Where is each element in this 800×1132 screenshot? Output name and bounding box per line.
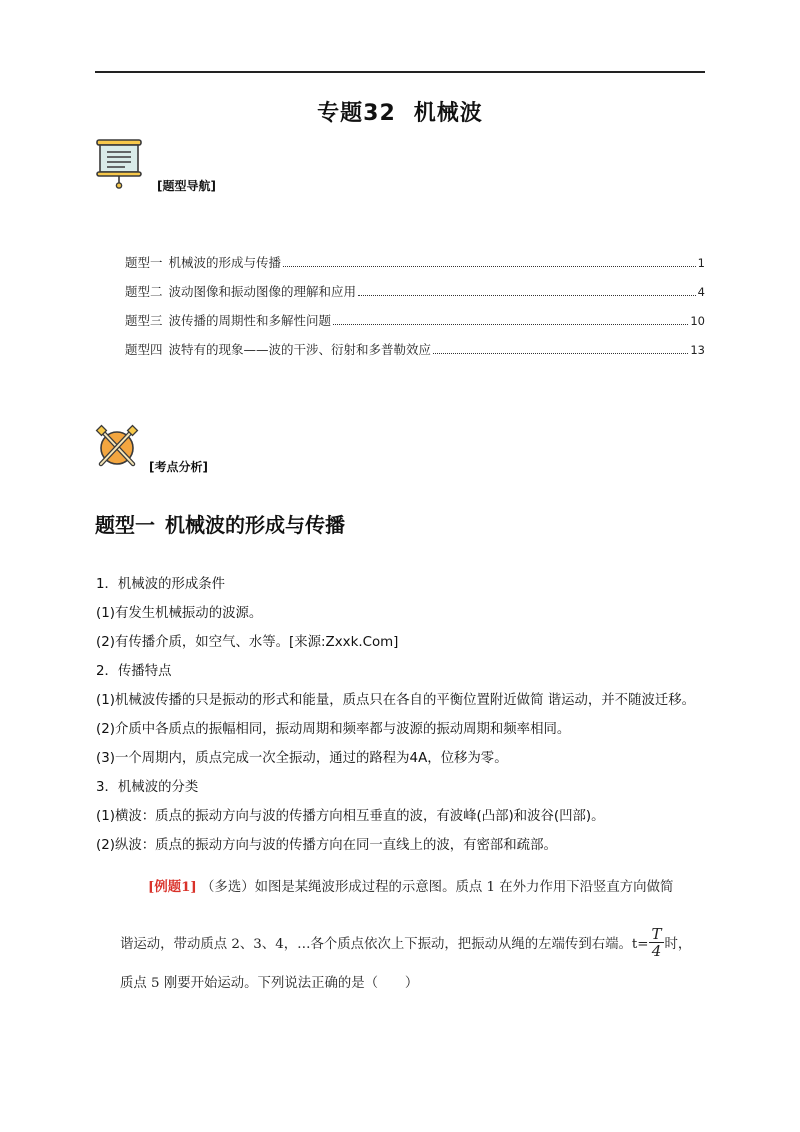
fraction — [649, 926, 663, 959]
toc-page-number: 4 — [697, 285, 705, 299]
toc-page-number: 13 — [690, 343, 705, 357]
content-line: (2)纵波：质点的振动方向与波的传播方向在同一直线上的波，有密部和疏部。 — [96, 838, 557, 853]
nav-section-label: [题型导航] — [157, 179, 216, 193]
toc-item[interactable]: 题型一 机械波的形成与传播 1 — [125, 255, 705, 270]
toc-item[interactable]: 题型三 波传播的周期性和多解性问题 10 — [125, 313, 705, 328]
content-line: 2．传播特点 — [96, 664, 172, 679]
presentation-board-icon — [95, 138, 143, 190]
toc-item[interactable]: 题型四 波特有的现象——波的干涉、衍射和多普勒效应 13 — [125, 342, 705, 357]
content-line: (1)有发生机械振动的波源。 — [96, 606, 263, 621]
analysis-section-label: [考点分析] — [149, 460, 208, 474]
fraction-denominator: 4 — [651, 941, 662, 960]
toc-item[interactable]: 题型二 波动图像和振动图像的理解和应用 4 — [125, 284, 705, 299]
fraction-numerator: T — [651, 924, 662, 943]
content-line: (1)机械波传播的只是振动的形式和能量，质点只在各自的平衡位置附近做简 谐运动，并不随波迁移。 — [96, 693, 696, 708]
table-of-contents — [125, 253, 705, 369]
content-line: (3)一个周期内，质点完成一次全振动，通过的路程为4A，位移为零。 — [96, 751, 508, 766]
content-line: 1．机械波的形成条件 — [96, 577, 226, 592]
content-line: (2)介质中各质点的振幅相同，振动周期和频率都与波源的振动周期和频率相同。 — [96, 722, 571, 737]
crossed-tools-icon — [95, 424, 139, 470]
page-title — [0, 96, 800, 127]
example-text-line2-post: 时， — [664, 936, 692, 952]
example-text-line3: 质点 5 刚要开始运动。下列说法正确的是（ ） — [120, 976, 419, 991]
example-tag: [例题1] — [148, 879, 197, 895]
header-rule — [95, 71, 705, 73]
example-block — [120, 876, 720, 991]
content-line: 3．机械波的分类 — [96, 780, 199, 795]
toc-page-number: 1 — [697, 256, 705, 270]
example-text-line1: （多选）如图是某绳波形成过程的示意图。质点 1 在外力作用下沿竖直方向做简 — [201, 880, 674, 895]
content-line: (2)有传播介质，如空气、水等。[来源:Zxxk.Com] — [96, 635, 399, 650]
content-line: (1)横波：质点的振动方向与波的传播方向相互垂直的波，有波峰(凸部)和波谷(凹部)。 — [96, 809, 605, 824]
section-heading: 题型一 机械波的形成与传播 — [95, 513, 345, 537]
title-part2: 机械波 — [413, 101, 483, 126]
example-text-line2: 谐运动，带动质点 2、3、4，…各个质点依次上下振动，把振动从绳的左端传到右端。t= — [120, 936, 649, 952]
title-part1: 专题32 — [317, 101, 396, 126]
content-body — [96, 570, 716, 860]
toc-page-number: 10 — [690, 314, 705, 328]
